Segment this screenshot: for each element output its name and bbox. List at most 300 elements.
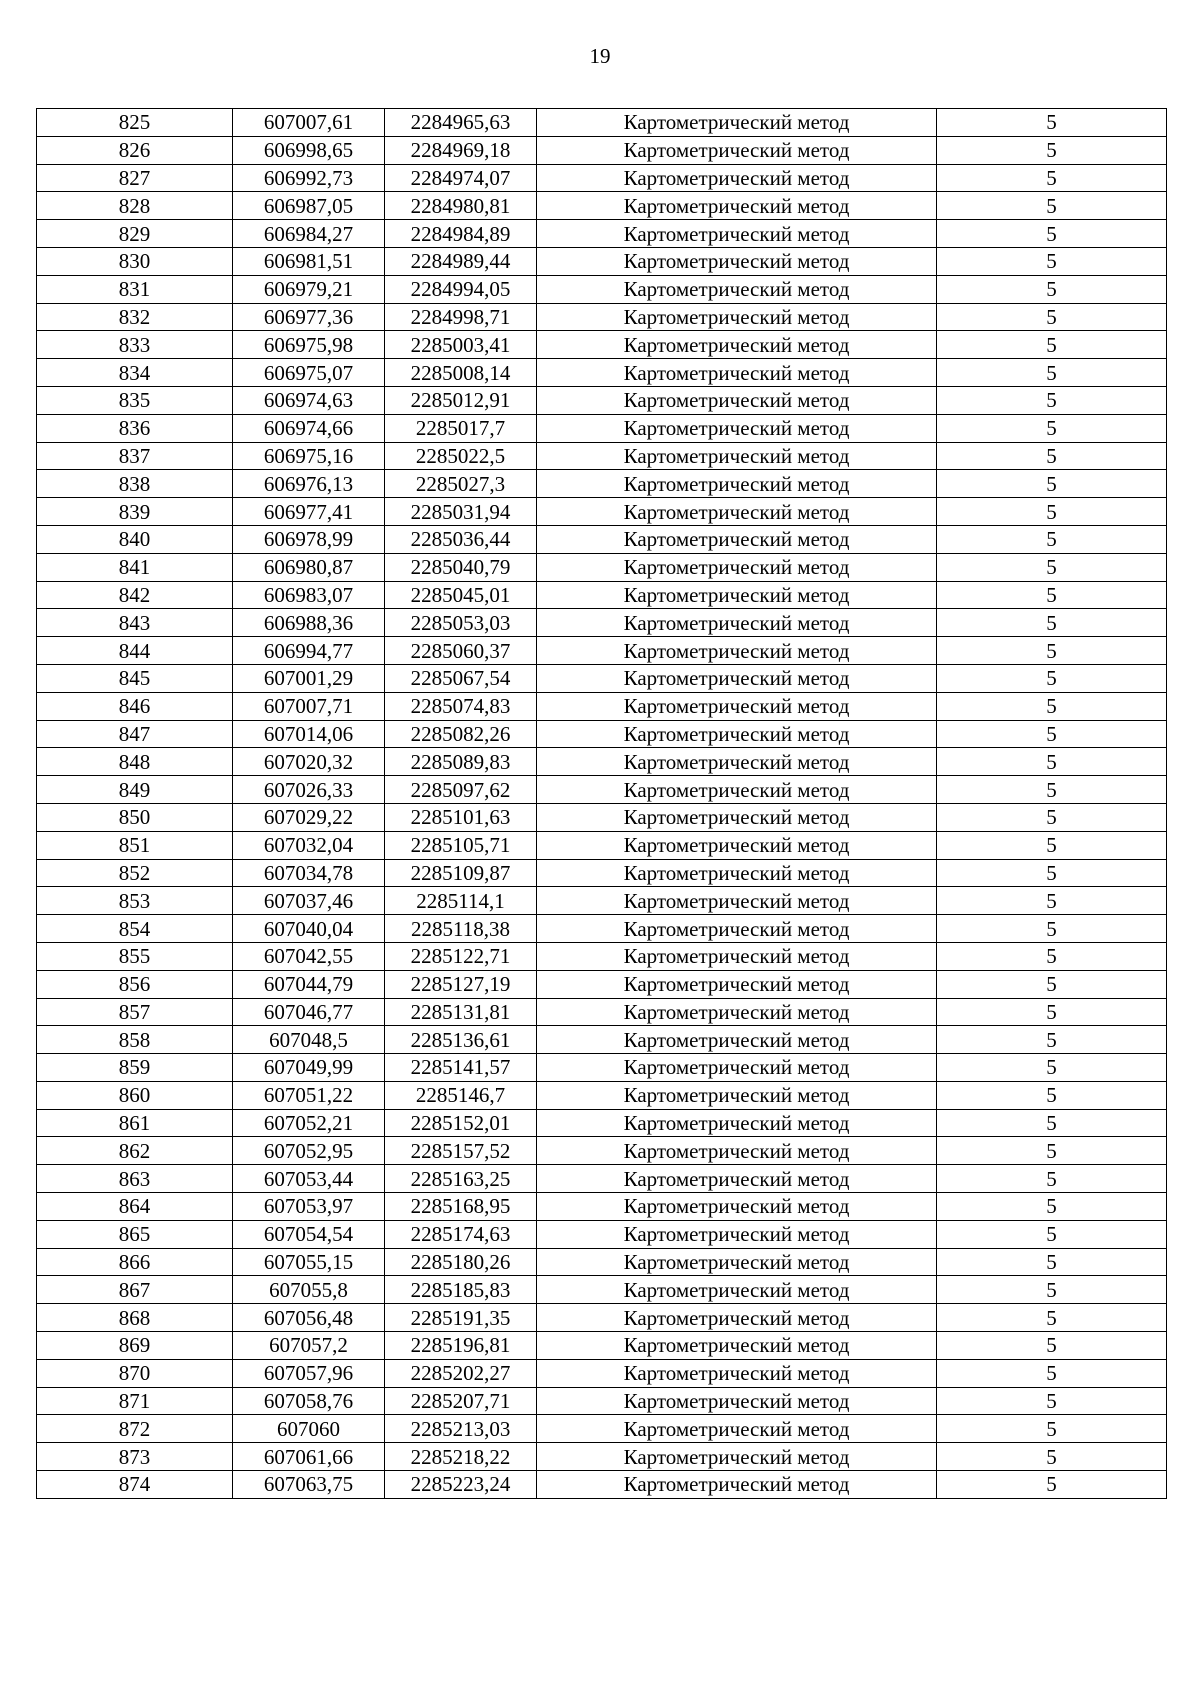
point-number-cell: 867 — [37, 1276, 233, 1304]
point-number-cell: 871 — [37, 1387, 233, 1415]
accuracy-cell: 5 — [937, 581, 1167, 609]
accuracy-cell: 5 — [937, 776, 1167, 804]
accuracy-cell: 5 — [937, 442, 1167, 470]
method-cell: Картометрический метод — [537, 1471, 937, 1499]
method-cell: Картометрический метод — [537, 915, 937, 943]
table-row — [37, 498, 1167, 526]
point-number-cell: 856 — [37, 970, 233, 998]
point-number-cell: 843 — [37, 609, 233, 637]
x-coordinate-cell: 606978,99 — [233, 525, 385, 553]
method-cell: Картометрический метод — [537, 581, 937, 609]
method-cell: Картометрический метод — [537, 998, 937, 1026]
table-row — [37, 1054, 1167, 1082]
y-coordinate-cell: 2284969,18 — [385, 136, 537, 164]
x-coordinate-cell: 606994,77 — [233, 637, 385, 665]
y-coordinate-cell: 2284974,07 — [385, 164, 537, 192]
y-coordinate-cell: 2285053,03 — [385, 609, 537, 637]
accuracy-cell: 5 — [937, 1054, 1167, 1082]
point-number-cell: 858 — [37, 1026, 233, 1054]
y-coordinate-cell: 2285109,87 — [385, 859, 537, 887]
method-cell: Картометрический метод — [537, 1304, 937, 1332]
x-coordinate-cell: 606974,66 — [233, 414, 385, 442]
x-coordinate-cell: 607034,78 — [233, 859, 385, 887]
method-cell: Картометрический метод — [537, 859, 937, 887]
x-coordinate-cell: 607052,95 — [233, 1137, 385, 1165]
y-coordinate-cell: 2285122,71 — [385, 942, 537, 970]
x-coordinate-cell: 607055,15 — [233, 1248, 385, 1276]
method-cell: Картометрический метод — [537, 1332, 937, 1360]
point-number-cell: 861 — [37, 1109, 233, 1137]
point-number-cell: 865 — [37, 1220, 233, 1248]
accuracy-cell: 5 — [937, 609, 1167, 637]
table-row — [37, 1471, 1167, 1499]
table-row — [37, 581, 1167, 609]
table-row — [37, 970, 1167, 998]
y-coordinate-cell: 2285097,62 — [385, 776, 537, 804]
table-row — [37, 887, 1167, 915]
point-number-cell: 862 — [37, 1137, 233, 1165]
y-coordinate-cell: 2285191,35 — [385, 1304, 537, 1332]
point-number-cell: 830 — [37, 247, 233, 275]
x-coordinate-cell: 607001,29 — [233, 664, 385, 692]
point-number-cell: 870 — [37, 1359, 233, 1387]
y-coordinate-cell: 2285223,24 — [385, 1471, 537, 1499]
table-row — [37, 859, 1167, 887]
y-coordinate-cell: 2285180,26 — [385, 1248, 537, 1276]
x-coordinate-cell: 607029,22 — [233, 803, 385, 831]
x-coordinate-cell: 607058,76 — [233, 1387, 385, 1415]
method-cell: Картометрический метод — [537, 664, 937, 692]
method-cell: Картометрический метод — [537, 109, 937, 137]
y-coordinate-cell: 2285163,25 — [385, 1165, 537, 1193]
accuracy-cell: 5 — [937, 386, 1167, 414]
method-cell: Картометрический метод — [537, 831, 937, 859]
accuracy-cell: 5 — [937, 1137, 1167, 1165]
y-coordinate-cell: 2284994,05 — [385, 275, 537, 303]
table-row — [37, 414, 1167, 442]
x-coordinate-cell: 607061,66 — [233, 1443, 385, 1471]
point-number-cell: 835 — [37, 386, 233, 414]
x-coordinate-cell: 607026,33 — [233, 776, 385, 804]
point-number-cell: 874 — [37, 1471, 233, 1499]
method-cell: Картометрический метод — [537, 303, 937, 331]
x-coordinate-cell: 607052,21 — [233, 1109, 385, 1137]
x-coordinate-cell: 606987,05 — [233, 192, 385, 220]
method-cell: Картометрический метод — [537, 1026, 937, 1054]
y-coordinate-cell: 2285127,19 — [385, 970, 537, 998]
method-cell: Картометрический метод — [537, 470, 937, 498]
x-coordinate-cell: 606975,98 — [233, 331, 385, 359]
y-coordinate-cell: 2284998,71 — [385, 303, 537, 331]
method-cell: Картометрический метод — [537, 1359, 937, 1387]
y-coordinate-cell: 2285101,63 — [385, 803, 537, 831]
x-coordinate-cell: 607042,55 — [233, 942, 385, 970]
point-number-cell: 859 — [37, 1054, 233, 1082]
point-number-cell: 845 — [37, 664, 233, 692]
accuracy-cell: 5 — [937, 1109, 1167, 1137]
x-coordinate-cell: 607037,46 — [233, 887, 385, 915]
point-number-cell: 860 — [37, 1081, 233, 1109]
accuracy-cell: 5 — [937, 1248, 1167, 1276]
y-coordinate-cell: 2285141,57 — [385, 1054, 537, 1082]
point-number-cell: 872 — [37, 1415, 233, 1443]
accuracy-cell: 5 — [937, 720, 1167, 748]
accuracy-cell: 5 — [937, 1081, 1167, 1109]
y-coordinate-cell: 2285118,38 — [385, 915, 537, 943]
y-coordinate-cell: 2285082,26 — [385, 720, 537, 748]
point-number-cell: 850 — [37, 803, 233, 831]
table-row — [37, 915, 1167, 943]
x-coordinate-cell: 607057,2 — [233, 1332, 385, 1360]
x-coordinate-cell: 606976,13 — [233, 470, 385, 498]
method-cell: Картометрический метод — [537, 553, 937, 581]
y-coordinate-cell: 2285207,71 — [385, 1387, 537, 1415]
point-number-cell: 838 — [37, 470, 233, 498]
y-coordinate-cell: 2285031,94 — [385, 498, 537, 526]
table-row — [37, 637, 1167, 665]
y-coordinate-cell: 2285022,5 — [385, 442, 537, 470]
point-number-cell: 846 — [37, 692, 233, 720]
point-number-cell: 832 — [37, 303, 233, 331]
method-cell: Картометрический метод — [537, 942, 937, 970]
x-coordinate-cell: 607049,99 — [233, 1054, 385, 1082]
accuracy-cell: 5 — [937, 915, 1167, 943]
table-row — [37, 525, 1167, 553]
method-cell: Картометрический метод — [537, 1165, 937, 1193]
x-coordinate-cell: 606998,65 — [233, 136, 385, 164]
point-number-cell: 852 — [37, 859, 233, 887]
y-coordinate-cell: 2285131,81 — [385, 998, 537, 1026]
table-row — [37, 359, 1167, 387]
x-coordinate-cell: 606984,27 — [233, 220, 385, 248]
accuracy-cell: 5 — [937, 1443, 1167, 1471]
accuracy-cell: 5 — [937, 1471, 1167, 1499]
table-row — [37, 136, 1167, 164]
point-number-cell: 839 — [37, 498, 233, 526]
accuracy-cell: 5 — [937, 803, 1167, 831]
method-cell: Картометрический метод — [537, 331, 937, 359]
table-row — [37, 1109, 1167, 1137]
y-coordinate-cell: 2285040,79 — [385, 553, 537, 581]
table-row — [37, 1026, 1167, 1054]
accuracy-cell: 5 — [937, 1165, 1167, 1193]
x-coordinate-cell: 606988,36 — [233, 609, 385, 637]
accuracy-cell: 5 — [937, 303, 1167, 331]
table-row — [37, 692, 1167, 720]
accuracy-cell: 5 — [937, 220, 1167, 248]
accuracy-cell: 5 — [937, 359, 1167, 387]
table-row — [37, 1443, 1167, 1471]
y-coordinate-cell: 2284965,63 — [385, 109, 537, 137]
x-coordinate-cell: 607053,44 — [233, 1165, 385, 1193]
point-number-cell: 829 — [37, 220, 233, 248]
point-number-cell: 857 — [37, 998, 233, 1026]
table-row — [37, 1359, 1167, 1387]
table-row — [37, 942, 1167, 970]
y-coordinate-cell: 2285218,22 — [385, 1443, 537, 1471]
y-coordinate-cell: 2285105,71 — [385, 831, 537, 859]
x-coordinate-cell: 607054,54 — [233, 1220, 385, 1248]
y-coordinate-cell: 2285036,44 — [385, 525, 537, 553]
point-number-cell: 854 — [37, 915, 233, 943]
y-coordinate-cell: 2284989,44 — [385, 247, 537, 275]
method-cell: Картометрический метод — [537, 498, 937, 526]
accuracy-cell: 5 — [937, 275, 1167, 303]
table-row — [37, 275, 1167, 303]
point-number-cell: 841 — [37, 553, 233, 581]
accuracy-cell: 5 — [937, 970, 1167, 998]
method-cell: Картометрический метод — [537, 1248, 937, 1276]
x-coordinate-cell: 607007,71 — [233, 692, 385, 720]
table-row — [37, 748, 1167, 776]
x-coordinate-cell: 607046,77 — [233, 998, 385, 1026]
table-row — [37, 776, 1167, 804]
x-coordinate-cell: 606975,16 — [233, 442, 385, 470]
x-coordinate-cell: 607020,32 — [233, 748, 385, 776]
y-coordinate-cell: 2285202,27 — [385, 1359, 537, 1387]
table-row — [37, 998, 1167, 1026]
method-cell: Картометрический метод — [537, 1109, 937, 1137]
table-row — [37, 1220, 1167, 1248]
accuracy-cell: 5 — [937, 1415, 1167, 1443]
table-row — [37, 442, 1167, 470]
method-cell: Картометрический метод — [537, 1415, 937, 1443]
coordinates-table-body — [37, 109, 1167, 1499]
point-number-cell: 869 — [37, 1332, 233, 1360]
x-coordinate-cell: 607007,61 — [233, 109, 385, 137]
table-row — [37, 470, 1167, 498]
x-coordinate-cell: 607056,48 — [233, 1304, 385, 1332]
y-coordinate-cell: 2285003,41 — [385, 331, 537, 359]
point-number-cell: 847 — [37, 720, 233, 748]
table-row — [37, 164, 1167, 192]
y-coordinate-cell: 2285185,83 — [385, 1276, 537, 1304]
table-row — [37, 1137, 1167, 1165]
x-coordinate-cell: 607014,06 — [233, 720, 385, 748]
accuracy-cell: 5 — [937, 331, 1167, 359]
x-coordinate-cell: 607040,04 — [233, 915, 385, 943]
y-coordinate-cell: 2285136,61 — [385, 1026, 537, 1054]
y-coordinate-cell: 2285045,01 — [385, 581, 537, 609]
y-coordinate-cell: 2285114,1 — [385, 887, 537, 915]
table-row — [37, 664, 1167, 692]
table-row — [37, 1165, 1167, 1193]
x-coordinate-cell: 606974,63 — [233, 386, 385, 414]
method-cell: Картометрический метод — [537, 1276, 937, 1304]
accuracy-cell: 5 — [937, 1359, 1167, 1387]
accuracy-cell: 5 — [937, 637, 1167, 665]
x-coordinate-cell: 607032,04 — [233, 831, 385, 859]
y-coordinate-cell: 2285089,83 — [385, 748, 537, 776]
x-coordinate-cell: 607060 — [233, 1415, 385, 1443]
table-row — [37, 109, 1167, 137]
point-number-cell: 863 — [37, 1165, 233, 1193]
accuracy-cell: 5 — [937, 247, 1167, 275]
x-coordinate-cell: 607048,5 — [233, 1026, 385, 1054]
method-cell: Картометрический метод — [537, 887, 937, 915]
method-cell: Картометрический метод — [537, 1387, 937, 1415]
table-row — [37, 220, 1167, 248]
x-coordinate-cell: 606975,07 — [233, 359, 385, 387]
accuracy-cell: 5 — [937, 1332, 1167, 1360]
y-coordinate-cell: 2285012,91 — [385, 386, 537, 414]
accuracy-cell: 5 — [937, 164, 1167, 192]
y-coordinate-cell: 2285213,03 — [385, 1415, 537, 1443]
point-number-cell: 853 — [37, 887, 233, 915]
table-row — [37, 1193, 1167, 1221]
point-number-cell: 831 — [37, 275, 233, 303]
x-coordinate-cell: 606981,51 — [233, 247, 385, 275]
table-row — [37, 1304, 1167, 1332]
method-cell: Картометрический метод — [537, 220, 937, 248]
accuracy-cell: 5 — [937, 664, 1167, 692]
point-number-cell: 837 — [37, 442, 233, 470]
method-cell: Картометрический метод — [537, 748, 937, 776]
x-coordinate-cell: 607053,97 — [233, 1193, 385, 1221]
x-coordinate-cell: 607057,96 — [233, 1359, 385, 1387]
method-cell: Картометрический метод — [537, 803, 937, 831]
point-number-cell: 849 — [37, 776, 233, 804]
point-number-cell: 827 — [37, 164, 233, 192]
accuracy-cell: 5 — [937, 498, 1167, 526]
y-coordinate-cell: 2285008,14 — [385, 359, 537, 387]
method-cell: Картометрический метод — [537, 1220, 937, 1248]
point-number-cell: 855 — [37, 942, 233, 970]
y-coordinate-cell: 2285152,01 — [385, 1109, 537, 1137]
accuracy-cell: 5 — [937, 525, 1167, 553]
table-row — [37, 192, 1167, 220]
point-number-cell: 864 — [37, 1193, 233, 1221]
table-row — [37, 1248, 1167, 1276]
accuracy-cell: 5 — [937, 1304, 1167, 1332]
y-coordinate-cell: 2285027,3 — [385, 470, 537, 498]
point-number-cell: 828 — [37, 192, 233, 220]
method-cell: Картометрический метод — [537, 414, 937, 442]
method-cell: Картометрический метод — [537, 1081, 937, 1109]
accuracy-cell: 5 — [937, 748, 1167, 776]
table-row — [37, 553, 1167, 581]
accuracy-cell: 5 — [937, 942, 1167, 970]
point-number-cell: 825 — [37, 109, 233, 137]
y-coordinate-cell: 2285196,81 — [385, 1332, 537, 1360]
table-row — [37, 803, 1167, 831]
y-coordinate-cell: 2285174,63 — [385, 1220, 537, 1248]
table-row — [37, 831, 1167, 859]
table-row — [37, 331, 1167, 359]
y-coordinate-cell: 2285060,37 — [385, 637, 537, 665]
x-coordinate-cell: 607051,22 — [233, 1081, 385, 1109]
accuracy-cell: 5 — [937, 887, 1167, 915]
accuracy-cell: 5 — [937, 136, 1167, 164]
point-number-cell: 836 — [37, 414, 233, 442]
point-number-cell: 848 — [37, 748, 233, 776]
point-number-cell: 844 — [37, 637, 233, 665]
method-cell: Картометрический метод — [537, 776, 937, 804]
x-coordinate-cell: 607055,8 — [233, 1276, 385, 1304]
x-coordinate-cell: 606980,87 — [233, 553, 385, 581]
accuracy-cell: 5 — [937, 470, 1167, 498]
accuracy-cell: 5 — [937, 109, 1167, 137]
x-coordinate-cell: 607044,79 — [233, 970, 385, 998]
point-number-cell: 866 — [37, 1248, 233, 1276]
accuracy-cell: 5 — [937, 553, 1167, 581]
table-row — [37, 1081, 1167, 1109]
point-number-cell: 873 — [37, 1443, 233, 1471]
method-cell: Картометрический метод — [537, 164, 937, 192]
accuracy-cell: 5 — [937, 831, 1167, 859]
table-row — [37, 386, 1167, 414]
table-row — [37, 720, 1167, 748]
accuracy-cell: 5 — [937, 998, 1167, 1026]
method-cell: Картометрический метод — [537, 637, 937, 665]
accuracy-cell: 5 — [937, 692, 1167, 720]
point-number-cell: 840 — [37, 525, 233, 553]
point-number-cell: 842 — [37, 581, 233, 609]
table-row — [37, 247, 1167, 275]
method-cell: Картометрический метод — [537, 609, 937, 637]
y-coordinate-cell: 2284984,89 — [385, 220, 537, 248]
method-cell: Картометрический метод — [537, 525, 937, 553]
y-coordinate-cell: 2284980,81 — [385, 192, 537, 220]
accuracy-cell: 5 — [937, 1276, 1167, 1304]
y-coordinate-cell: 2285074,83 — [385, 692, 537, 720]
method-cell: Картометрический метод — [537, 720, 937, 748]
x-coordinate-cell: 606977,41 — [233, 498, 385, 526]
method-cell: Картометрический метод — [537, 359, 937, 387]
x-coordinate-cell: 606977,36 — [233, 303, 385, 331]
method-cell: Картометрический метод — [537, 386, 937, 414]
method-cell: Картометрический метод — [537, 1137, 937, 1165]
coordinates-table — [36, 108, 1167, 1499]
y-coordinate-cell: 2285146,7 — [385, 1081, 537, 1109]
table-row — [37, 1415, 1167, 1443]
x-coordinate-cell: 606979,21 — [233, 275, 385, 303]
method-cell: Картометрический метод — [537, 1193, 937, 1221]
point-number-cell: 868 — [37, 1304, 233, 1332]
y-coordinate-cell: 2285067,54 — [385, 664, 537, 692]
table-row — [37, 1276, 1167, 1304]
method-cell: Картометрический метод — [537, 1054, 937, 1082]
accuracy-cell: 5 — [937, 192, 1167, 220]
method-cell: Картометрический метод — [537, 970, 937, 998]
table-row — [37, 1387, 1167, 1415]
x-coordinate-cell: 607063,75 — [233, 1471, 385, 1499]
x-coordinate-cell: 606983,07 — [233, 581, 385, 609]
accuracy-cell: 5 — [937, 859, 1167, 887]
point-number-cell: 833 — [37, 331, 233, 359]
accuracy-cell: 5 — [937, 414, 1167, 442]
method-cell: Картометрический метод — [537, 136, 937, 164]
accuracy-cell: 5 — [937, 1193, 1167, 1221]
method-cell: Картометрический метод — [537, 275, 937, 303]
method-cell: Картометрический метод — [537, 1443, 937, 1471]
table-row — [37, 609, 1167, 637]
x-coordinate-cell: 606992,73 — [233, 164, 385, 192]
accuracy-cell: 5 — [937, 1220, 1167, 1248]
method-cell: Картометрический метод — [537, 692, 937, 720]
table-row — [37, 1332, 1167, 1360]
y-coordinate-cell: 2285017,7 — [385, 414, 537, 442]
method-cell: Картометрический метод — [537, 442, 937, 470]
method-cell: Картометрический метод — [537, 247, 937, 275]
page-number: 19 — [589, 44, 611, 68]
point-number-cell: 834 — [37, 359, 233, 387]
y-coordinate-cell: 2285157,52 — [385, 1137, 537, 1165]
point-number-cell: 826 — [37, 136, 233, 164]
accuracy-cell: 5 — [937, 1387, 1167, 1415]
accuracy-cell: 5 — [937, 1026, 1167, 1054]
point-number-cell: 851 — [37, 831, 233, 859]
